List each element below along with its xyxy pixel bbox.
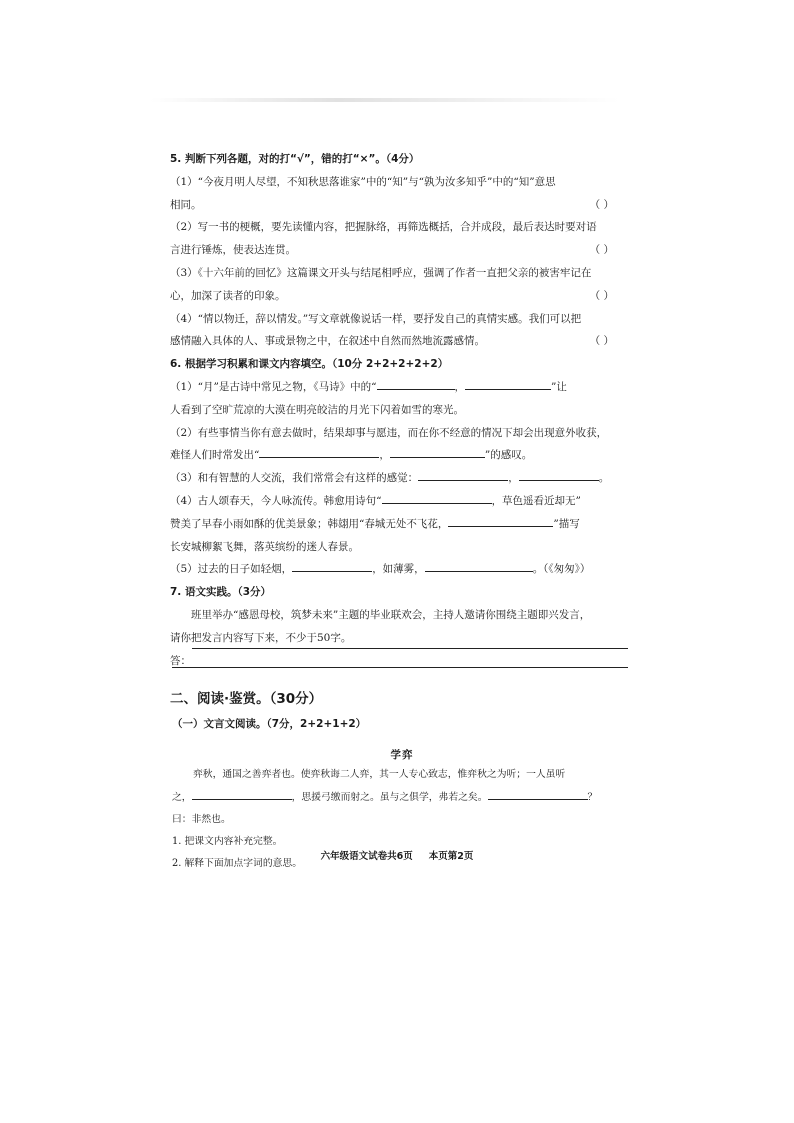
passage-text: 之，	[172, 792, 192, 803]
passage-line1: 弈秋，通国之善弈者也。使弈秋诲二人弈，其一人专心致志，惟弈秋之为听；一人虽听	[193, 769, 566, 780]
fill-blank[interactable]	[418, 467, 508, 481]
answer-paren[interactable]: （ ）	[589, 289, 614, 302]
q5-item4-text: 感情融入具体的人、事或景物之中，在叙述中自然而然地流露感情。	[170, 335, 485, 348]
q5-item2-line1: （2）写一书的梗概，要先读懂内容，把握脉络，再筛选概括，合并成段，最后表达时要对语	[170, 221, 597, 234]
q6-title: 6. 根据学习积累和课文内容填空。（10分 2+2+2+2+2）	[170, 358, 449, 371]
q6-item2-line2	[170, 444, 632, 467]
q5-item1-line1: （1）“今夜月明人尽望，不知秋思落谁家”中的“知”与“孰为汝多知乎”中的“知”意思	[170, 175, 556, 188]
q5-item2-text: 言进行锤炼，使表达连贯。	[170, 244, 296, 257]
q6-item2-end: ”的感叹。	[484, 449, 533, 462]
q6-item4-line1	[170, 490, 632, 513]
q6-item4-text2: 赞美了早春小雨如酥的优美景象；韩翃用“春城无处不飞花，	[170, 517, 449, 530]
page-footer	[0, 848, 794, 862]
fill-blank[interactable]	[488, 786, 588, 800]
answer-line[interactable]	[192, 648, 628, 649]
passage-line2	[172, 786, 632, 809]
punct: ，	[379, 449, 390, 462]
fill-blank[interactable]	[390, 444, 485, 458]
q5-item2-line2	[170, 239, 632, 262]
fill-blank[interactable]	[292, 558, 372, 572]
answer-paren[interactable]: （ ）	[589, 244, 614, 257]
q5-item1-line2	[170, 194, 632, 217]
q5-item3-line1: （3）《十六年前的回忆》这篇课文开头与结尾相呼应，强调了作者一直把父亲的被害牢记在	[170, 266, 592, 279]
passage-text: ，思援弓缴而射之。虽与之俱学，弗若之矣。	[291, 792, 488, 803]
fill-blank[interactable]	[448, 513, 553, 527]
q6-item3	[170, 467, 632, 490]
answer-line[interactable]	[172, 667, 628, 668]
fill-blank[interactable]	[382, 490, 492, 504]
task-2: 2. 解释下面加点字词的意思。	[172, 858, 303, 869]
q6-item5-end: 。（《匆匆》）	[532, 563, 591, 576]
q6-item1-line2: 人看到了空旷荒凉的大漠在明亮皎洁的月光下闪着如雪的寒光。	[170, 403, 464, 416]
section-title: 二、阅读·鉴赏。（30分）	[170, 691, 323, 707]
subsection-title: （一）文言文阅读。（7分，2+2+1+2）	[172, 718, 367, 730]
q6-item1-line1	[170, 376, 632, 399]
fill-blank[interactable]	[377, 376, 455, 390]
punct: 。	[598, 472, 610, 485]
q5-item3-line2	[170, 285, 632, 308]
q6-item5	[170, 558, 632, 581]
punct: ，	[508, 472, 519, 485]
q5-item3-text: 心，加深了读者的印象。	[170, 289, 286, 302]
passage-text: ？	[587, 792, 598, 803]
footer-page: 本页第2页	[428, 851, 474, 862]
fill-blank[interactable]	[259, 444, 379, 458]
answer-paren[interactable]: （ ）	[589, 335, 614, 348]
q6-item4-end: ，草色遥看近却无”	[491, 494, 581, 507]
q5-item4-line1: （4）“情以物迁，辞以情发。”写文章就像说话一样，要抒发自己的真情实感。我们可以把	[170, 312, 582, 325]
q6-item5-mid: ，如薄雾，	[372, 563, 425, 576]
q7-answer-label: 答：	[170, 654, 191, 667]
fill-blank[interactable]	[465, 376, 551, 390]
fill-blank[interactable]	[425, 558, 533, 572]
q6-item4-line3: 长安城柳絮飞舞，落英缤纷的迷人春景。	[170, 540, 359, 553]
q5-title: 5. 判断下列各题，对的打“√”，错的打“×”。（4分）	[170, 153, 420, 165]
q5-item1-text: 相同。	[170, 198, 202, 211]
passage-title: 学弈	[390, 749, 414, 761]
q7-title: 7. 语文实践。（3分）	[170, 586, 272, 599]
fill-blank[interactable]	[192, 786, 292, 800]
scan-artifact	[150, 98, 620, 102]
q6-item2-line1: （2）有些事情当你有意去做时，结果却事与愿违，而在你不经意的情况下却会出现意外收获，	[170, 426, 608, 439]
q6-item1-text: （1）“月”是古诗中常见之物，《马诗》中的“	[170, 380, 377, 393]
passage-line3: 曰：非然也。	[172, 814, 231, 825]
answer-paren[interactable]: （ ）	[589, 198, 614, 211]
fill-blank[interactable]	[519, 467, 599, 481]
q7-prompt-line1: 班里举办“感恩母校，筑梦未来”主题的毕业联欢会，主持人邀请你围绕主题即兴发言，	[191, 608, 591, 621]
q6-item4-text: （4）古人颂春天，今人咏流传。韩愈用诗句“	[170, 494, 382, 507]
q6-item4-end2: ”描写	[553, 517, 580, 530]
punct: ，	[454, 380, 466, 393]
q6-item1-end: ”让	[551, 380, 567, 393]
q6-item5-text: （5）过去的日子如轻烟，	[170, 563, 293, 576]
q5-item4-line2	[170, 330, 632, 353]
q7-prompt-line2: 请你把发言内容写下来，不少于50字。	[170, 631, 352, 644]
footer-total: 六年级语文试卷共6页	[320, 851, 413, 862]
q6-item3-text: （3）和有智慧的人交流，我们常常会有这样的感觉：	[170, 472, 419, 485]
q6-item4-line2	[170, 513, 632, 536]
questions-block	[170, 148, 632, 672]
task-1: 1. 把课文内容补充完整。	[172, 836, 283, 847]
q6-item2-text: 难怪人们时常发出“	[170, 449, 260, 462]
